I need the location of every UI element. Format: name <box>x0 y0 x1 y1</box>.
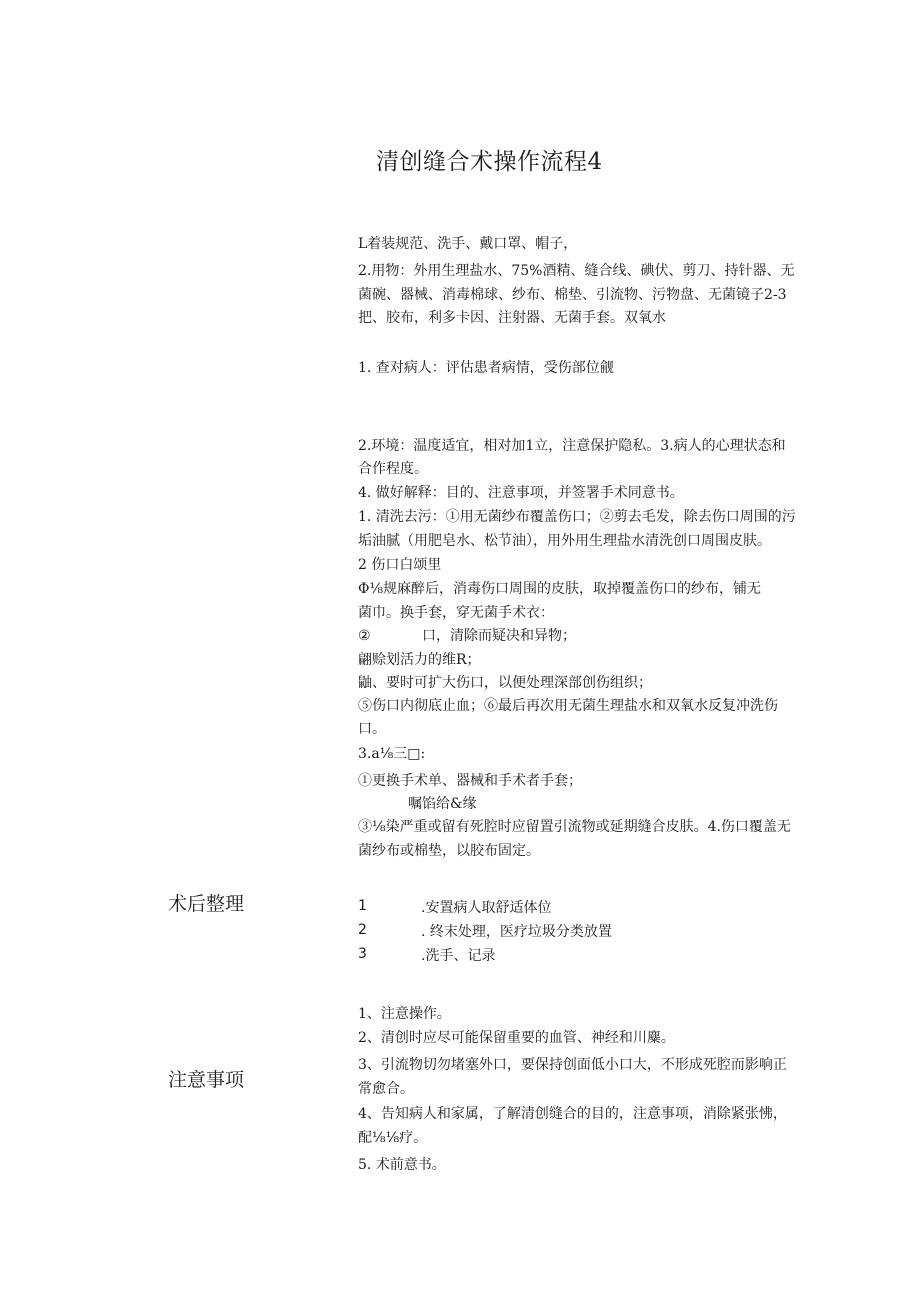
post-item-1-text: .安置病人取舒适体位 <box>421 900 552 916</box>
procedure-line-8: 菌巾。换手套，穿无菌手术衣： <box>358 605 554 621</box>
procedure-line-9-text: 口，清除而疑决和异物； <box>422 628 576 644</box>
notes-heading: 注意事项 <box>168 1069 245 1091</box>
post-heading: 术后整理 <box>168 893 245 915</box>
post-item-2-text: . 终末处理，医疗垃圾分类放置 <box>421 924 612 940</box>
procedure-line-12: ⑤伤口内彻底止血；⑥最后再次用无菌生理盐水和双氧水反复冲洗伤 <box>358 698 778 714</box>
procedure-line-5: 垢油腻（用肥皂水、松节油），用外用生理盐水清洗创口周围皮肤。 <box>358 533 771 549</box>
notes-line-6: 配⅛⅛疗。 <box>358 1130 428 1146</box>
check-line-1: 1. 查对病人：评估患者病情，受伤部位觎 <box>358 360 614 376</box>
post-item-3-number: 3 <box>358 946 367 962</box>
notes-line-4: 常愈合。 <box>358 1081 414 1097</box>
notes-line-7: 5. 术前意书。 <box>358 1157 446 1173</box>
procedure-line-2: 合作程度。 <box>358 461 428 477</box>
prep-line-3: 菌碗、器械、消毒棉球、纱布、棉垫、引流物、污物盘、无菌镜子2-3 <box>358 287 787 303</box>
procedure-line-6: 2 伤口白颂里 <box>358 557 442 573</box>
notes-line-1: 1、注意操作。 <box>358 1006 451 1022</box>
prep-line-4: 把、胶布，利多卡因、注射器、无菌手套。双氧水 <box>358 310 666 326</box>
procedure-line-3: 4. 做好解释：目的、注意事项，并签署手术同意书。 <box>358 485 684 501</box>
notes-line-5: 4、告知病人和家属，了解清创缝合的目的，注意事项，消除紧张怫， <box>358 1106 787 1122</box>
post-item-2-number: 2 <box>358 922 367 938</box>
procedure-line-18: 菌纱布或棉垫，以胶布固定。 <box>358 843 540 859</box>
procedure-line-14: 3.a⅛三□: <box>358 746 426 762</box>
post-item-3-text: .洗手、记录 <box>421 948 496 964</box>
procedure-line-16: 嘱馅给&缘 <box>408 796 477 812</box>
notes-line-2: 2、清创时应尽可能保留重要的血管、神经和川麋。 <box>358 1030 675 1046</box>
procedure-line-4: 1. 清洗去污：①用无菌纱布覆盖伤口；②剪去毛发，除去伤口周围的污 <box>358 509 796 525</box>
notes-line-3: 3、引流物切勿堵塞外口，要保持创面低小口大，不形成死腔而影响正 <box>358 1057 787 1073</box>
procedure-line-13: 口。 <box>358 721 386 737</box>
prep-line-2: 2.用物：外用生理盐水、75%酒精、缝合线、碘伏、剪刀、持针器、无 <box>358 263 795 279</box>
page-title: 清创缝合术操作流程4 <box>376 149 603 175</box>
procedure-line-15: ①更换手术单、器械和手术者手套； <box>358 773 582 789</box>
procedure-line-9-marker: ② <box>358 628 371 644</box>
prep-line-1: L着装规范、洗手、戴口罩、帽子， <box>358 236 578 252</box>
procedure-line-17: ③⅛染严重或留有死腔时应留置引流物或延期缝合皮肤。4.伤口覆盖无 <box>358 819 791 835</box>
procedure-line-10: 翩赊划活力的维R； <box>358 652 481 668</box>
procedure-line-7: Φ⅛规麻醉后，消毒伤口周围的皮肤，取掉覆盖伤口的纱布，铺无 <box>358 581 762 597</box>
procedure-line-11: 鼬、要时可扩大伤口，以便处理深部创伤组织； <box>358 675 652 691</box>
procedure-line-1: 2.环境：温度适宜，相对加1立，注意保护隐私。3.病人的心理状态和 <box>358 438 786 454</box>
post-item-1-number: 1 <box>358 898 367 914</box>
